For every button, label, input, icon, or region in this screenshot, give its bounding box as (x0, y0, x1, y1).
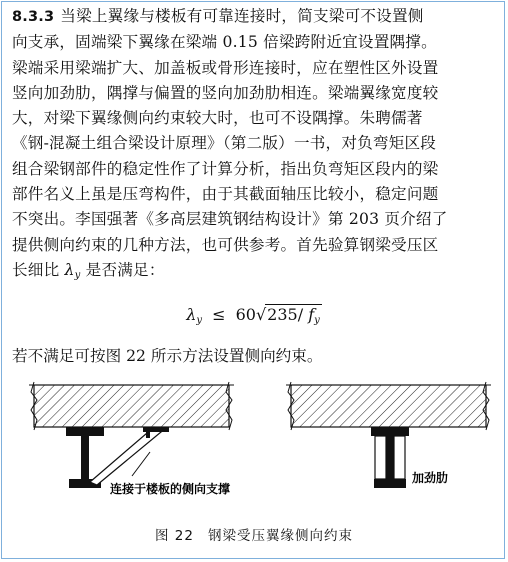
figure-title: 钢梁受压翼缘侧向约束 (207, 528, 353, 544)
after-formula-text: 若不满足可按图 22 所示方法设置侧向约束。 (12, 347, 323, 365)
left-beam-top-flange (66, 427, 104, 436)
text-line-4: 竖向加劲肋，隅撑与偏置的竖向加劲肋相连。梁端翼缘宽度较 (12, 83, 439, 102)
formula-radicand: 235/ $f_y$ (267, 305, 320, 326)
left-leader-line (132, 452, 150, 476)
text-line-3: 梁端采用梁端扩大、加盖板或骨形连接时，应在塑性区外设置 (12, 58, 439, 77)
text-line-6: 《钢-混凝土组合梁设计原理》（第二版）一书，对负弯矩区段 (12, 134, 437, 153)
brace-bolt (146, 432, 150, 438)
slenderness-formula: $\lambda_y \le 60√235/$ $f_y$ (186, 305, 320, 326)
text-line-2: 向支承，固端梁下翼缘在梁端 0.15 倍梁跨附近宜设置隅撑。 (12, 33, 437, 52)
formula-lambda: λ (186, 305, 197, 324)
left-beam-web (81, 436, 89, 479)
label-lateral-brace: 连接于楼板的侧向支撑 (110, 482, 231, 496)
left-floor-slab (34, 385, 229, 427)
text-line-11: 长细比 $\lambda_y$ 是否满足： (12, 260, 165, 281)
right-detail (286, 382, 491, 488)
text-line-9: 不突出。李国强著《多高层建筑钢结构设计》第 203 页介绍了 (12, 210, 448, 229)
section-number: 8.3.3 (12, 9, 55, 25)
text-line-7: 组合梁钢部件的稳定性作了计算分析，指出负弯矩区段内的梁 (12, 159, 439, 178)
figure-caption (0, 524, 508, 544)
right-beam-top-flange (371, 427, 409, 436)
stiffener-right (394, 436, 405, 479)
text-line-8: 部件名义上虽是压弯构件，由于其截面轴压比较小，稳定问题 (12, 185, 439, 204)
body-paragraph (12, 4, 500, 288)
brace-connection-plate (143, 427, 169, 432)
figure-22 (0, 370, 508, 520)
formula-relation: ≤ (212, 305, 226, 324)
right-beam-bottom-flange (374, 479, 406, 488)
text-line-1: 8.3.3 当梁上翼缘与楼板有可靠连接时，简支梁可不设置侧 (12, 7, 424, 25)
right-floor-slab (291, 385, 486, 427)
stiffener-left (375, 436, 386, 479)
label-stiffener: 加劲肋 (412, 471, 449, 485)
formula-root-sign: √ (255, 305, 267, 324)
figure-number: 图 22 (155, 528, 194, 544)
right-beam-web (386, 436, 394, 479)
formula-coefficient: 60 (235, 305, 256, 324)
text-line-10: 提供侧向约束的几种方法，也可供参考。首先验算钢梁受压区 (12, 235, 439, 254)
text-line-5: 大，对梁下翼缘侧向约束较大时，也可不设隅撑。朱聘儒著 (12, 109, 423, 128)
left-detail (29, 382, 234, 496)
